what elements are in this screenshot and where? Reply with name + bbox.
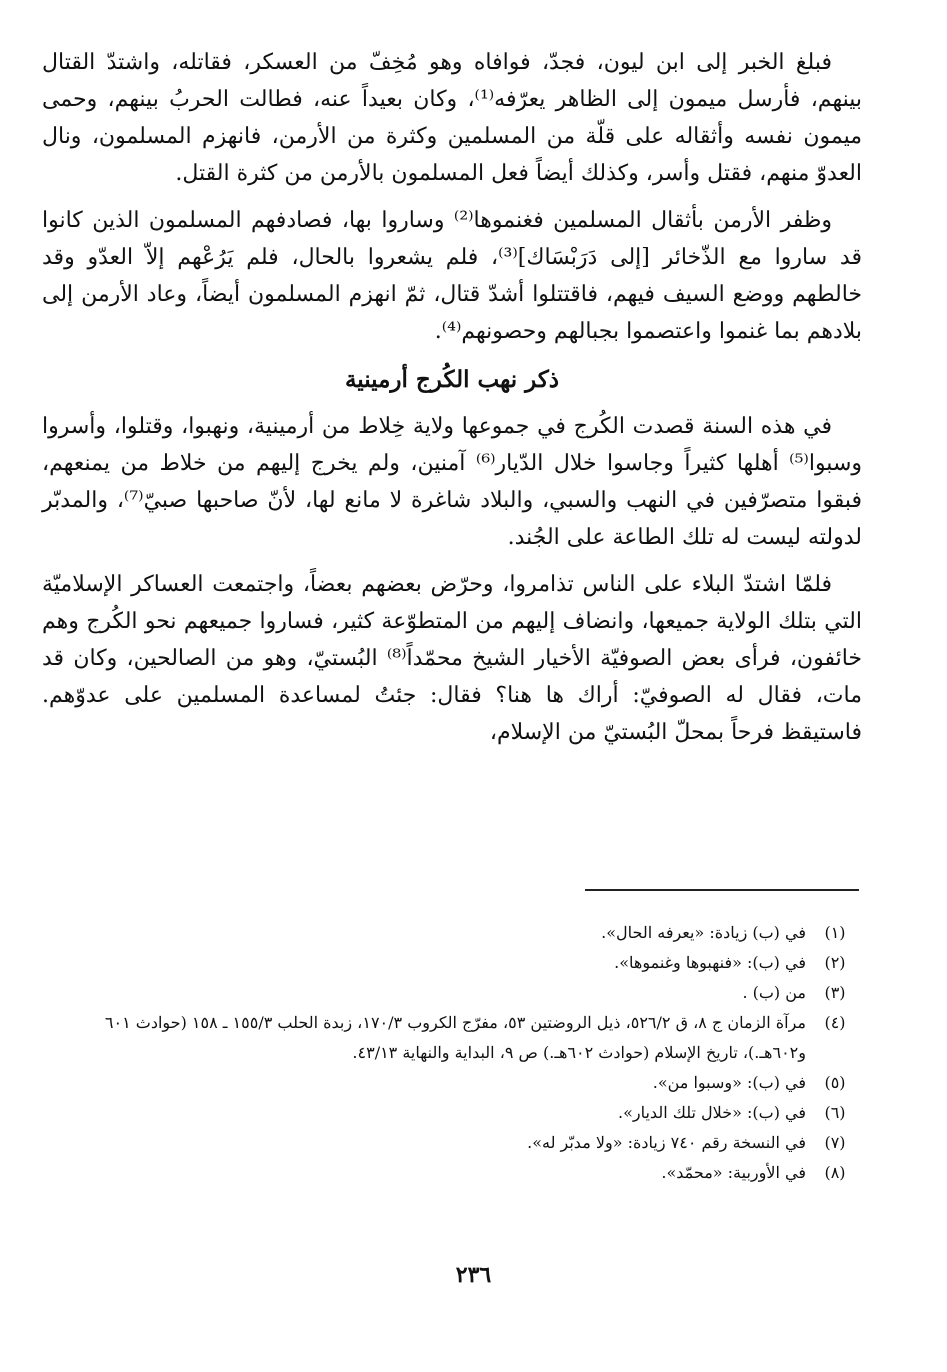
footnote-4 [42, 1008, 864, 1068]
footnotes-list [42, 918, 864, 1188]
footnote-separator [585, 889, 859, 891]
body-paragraph-1: فبلغ الخبر إلى ابن ليون، فجدّ، فوافاه وهو مُخِفّ من العسكر، فقاتله، واشتدّ القتال بينهم، فأرسل ميمون إلى الظاهر يعرّفه⁽¹⁾، وكان بعيداً عنه، فطالت الحربُ بينهم، وحمى ميمون نفسه وأثقاله على قلّة من المسلمين وكثرة من الأرمن، فانهزم المسلمون، ونال العدوّ منهم، فقتل وأسر، وكذلك أيضاً فعل المسلمون بالأرمن من كثرة القتل. [42, 50, 862, 186]
footnote-text: في (ب) زيادة: «يعرفه الحال». [601, 923, 806, 942]
page-number: ٢٣٦ [455, 1262, 492, 1288]
footnote-text: في النسخة رقم ٧٤٠ زيادة: «ولا مدبّر له». [527, 1133, 806, 1152]
footnote-text: في (ب): «فنهبوها وغنموها». [614, 953, 806, 972]
footnote-1 [42, 918, 864, 948]
footnote-2 [42, 948, 864, 978]
footnote-text: من (ب) . [742, 983, 806, 1002]
footnote-number: (٨) [824, 1163, 846, 1182]
body-paragraph-3: في هذه السنة قصدت الكُرج في جموعها ولاية خِلاط من أرمينية، ونهبوا، وقتلوا، وأسروا وسبوا⁽⁵⁾ أهلها كثيراً وجاسوا خلال الدّيار⁽⁶⁾ آمنين، ولم يخرج إليهم من خلاط من يمنعهم، فبقوا متصرّفين في النهب والسبي، والبلاد شاغرة لا مانع لها، لأنّ صاحبها صبيّ⁽⁷⁾، والمدبّر لدولته ليست له تلك الطاعة على الجُند. [42, 414, 863, 550]
footnote-number: (٧) [824, 1133, 846, 1152]
footnote-number: (١) [824, 923, 846, 942]
footnote-text: في (ب): «خلال تلك الديار». [618, 1103, 806, 1122]
footnote-number: (٢) [824, 953, 846, 972]
body-paragraph-4: فلمّا اشتدّ البلاء على الناس تذامروا، وحرّض بعضهم بعضاً، واجتمعت العساكر الإسلاميّة التي بتلك الولاية جميعها، وانضاف إليهم من المتطوّعة كثير، فساروا جميعهم نحو الكُرج وهم خائفون، فرأى بعض الصوفيّة الأخيار الشيخ محمّداً⁽⁸⁾ البُستيّ، وهو من الصالحين، وكان قد مات، فقال له الصوفيّ: أراك ها هنا؟ فقال: جئتُ لمساعدة المسلمين على عدوّهم. فاستيقظ فرحاً بمحلّ البُستيّ من الإسلام، [42, 572, 862, 745]
footnote-number: (٦) [824, 1103, 846, 1122]
footnote-text: مرآة الزمان ج ٨، ق ٥٢٦/٢، ذيل الروضتين ٥٣، مفرّج الكروب ١٧٠/٣، زبدة الحلب ١٥٥/٣ ـ ١٥٨ (حوادث ٦٠١ و٦٠٢هـ.)، تاريخ الإسلام (حوادث ٦٠٢هـ.) ص ٩، البداية والنهاية ٤٣/١٣. [104, 1013, 806, 1062]
body-paragraph-2: وظفر الأرمن بأثقال المسلمين فغنموها⁽²⁾ وساروا بها، فصادفهم المسلمون الذين كانوا قد ساروا مع الذّخائر [إلى دَرَبْسَاك]⁽³⁾، فلم يشعروا بالحال، فلم يَرُعْهم إلاّ العدّو وقد خالطهم ووضع السيف فيهم، فاقتتلوا أشدّ قتال، ثمّ انهزم المسلمون أيضاً، وعاد الأرمن إلى بلادهم بما غنموا واعتصموا بجبالهم وحصونهم⁽⁴⁾. [42, 208, 862, 344]
footnote-7 [42, 1128, 864, 1158]
footnote-8 [42, 1158, 864, 1188]
footnote-5 [42, 1068, 864, 1098]
footnote-number: (٥) [824, 1073, 846, 1092]
footnote-number: (٤) [824, 1013, 846, 1032]
footnote-3 [42, 978, 864, 1008]
section-heading: ذكر نهب الكُرج أرمينية [344, 366, 560, 393]
footnote-text: في الأوربية: «محمّد». [661, 1163, 806, 1182]
footnote-number: (٣) [824, 983, 846, 1002]
footnote-6 [42, 1098, 864, 1128]
footnote-text: في (ب): «وسبوا من». [652, 1073, 806, 1092]
main-text [42, 44, 862, 761]
